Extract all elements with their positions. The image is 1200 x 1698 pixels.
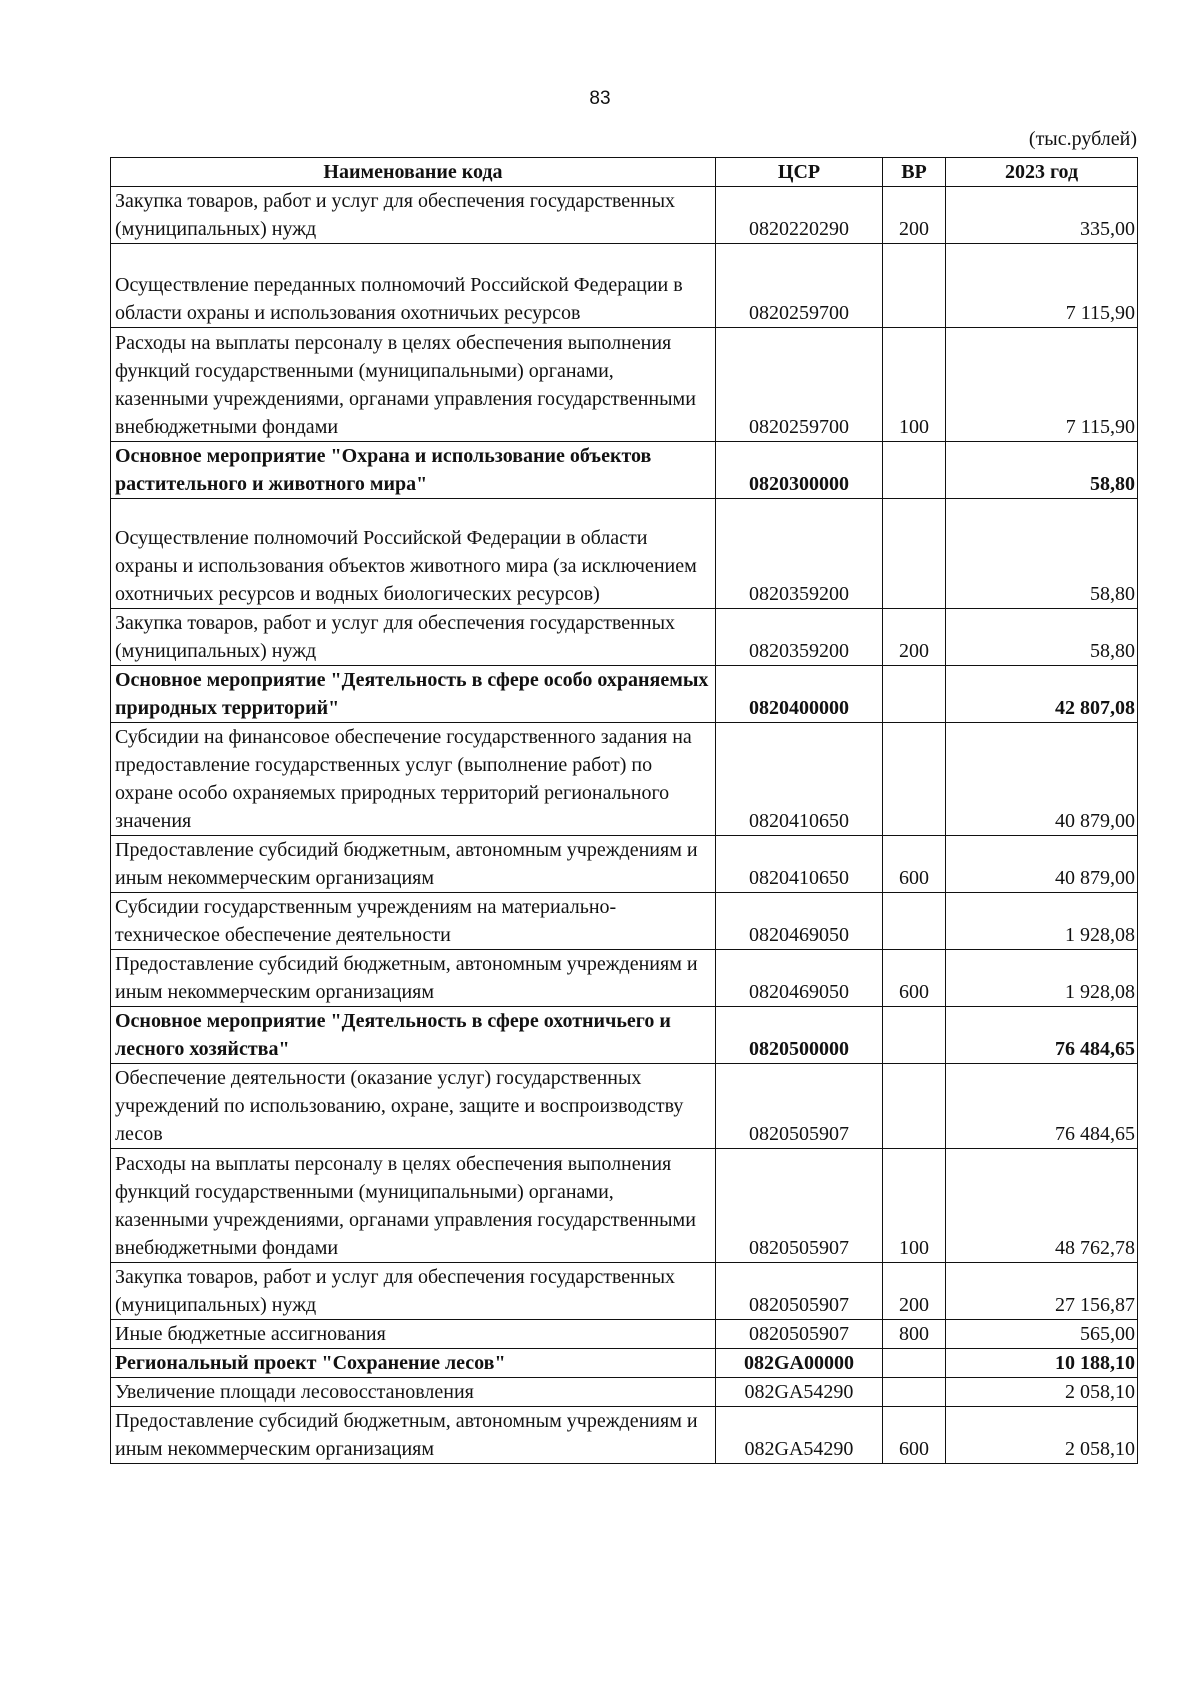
row-vr-cell: 200 — [883, 609, 946, 666]
table-row — [111, 1149, 1138, 1263]
table-row — [111, 1064, 1138, 1149]
row-amount-cell: 58,80 — [946, 499, 1138, 609]
row-vr-cell: 600 — [883, 1407, 946, 1464]
table-row — [111, 1320, 1138, 1349]
table-body — [111, 187, 1138, 1464]
row-vr-cell — [883, 723, 946, 836]
row-csr-cell: 0820410650 — [716, 836, 883, 893]
row-amount-cell: 2 058,10 — [946, 1378, 1138, 1407]
row-name-cell: Расходы на выплаты персоналу в целях обеспечения выполнения функций государственными (муниципальными) органами, казенными учреждениями, органами управления государственными внебюджетными фондами — [111, 328, 716, 442]
row-amount-cell: 58,80 — [946, 442, 1138, 499]
table-row — [111, 950, 1138, 1007]
row-csr-cell: 0820300000 — [716, 442, 883, 499]
units-label: (тыс.рублей) — [1028, 128, 1137, 150]
row-csr-cell: 0820469050 — [716, 893, 883, 950]
header-name: Наименование кода — [111, 158, 716, 187]
row-vr-cell — [883, 1349, 946, 1378]
row-csr-cell: 0820505907 — [716, 1263, 883, 1320]
row-name-cell: Основное мероприятие "Деятельность в сфере охотничьего и лесного хозяйства" — [111, 1007, 716, 1064]
table-row — [111, 499, 1138, 609]
table-row — [111, 328, 1138, 442]
table-row — [111, 723, 1138, 836]
row-csr-cell: 0820505907 — [716, 1064, 883, 1149]
row-name-cell: Закупка товаров, работ и услуг для обеспечения государственных (муниципальных) нужд — [111, 609, 716, 666]
row-amount-cell: 27 156,87 — [946, 1263, 1138, 1320]
row-vr-cell — [883, 1007, 946, 1064]
row-name-cell: Закупка товаров, работ и услуг для обеспечения государственных (муниципальных) нужд — [111, 187, 716, 244]
row-csr-cell: 0820410650 — [716, 723, 883, 836]
row-vr-cell — [883, 666, 946, 723]
row-vr-cell: 600 — [883, 950, 946, 1007]
row-csr-cell: 082GA54290 — [716, 1407, 883, 1464]
row-name-cell: Закупка товаров, работ и услуг для обеспечения государственных (муниципальных) нужд — [111, 1263, 716, 1320]
row-name-cell: Основное мероприятие "Охрана и использование объектов растительного и животного мира" — [111, 442, 716, 499]
row-vr-cell: 600 — [883, 836, 946, 893]
row-vr-cell — [883, 1064, 946, 1149]
row-name-cell: Предоставление субсидий бюджетным, автономным учреждениям и иным некоммерческим организациям — [111, 950, 716, 1007]
row-vr-cell: 200 — [883, 187, 946, 244]
row-amount-cell: 7 115,90 — [946, 328, 1138, 442]
page-number: 83 — [589, 88, 611, 109]
table-header-row — [111, 158, 1138, 187]
row-name-cell: Иные бюджетные ассигнования — [111, 1320, 716, 1349]
row-vr-cell: 200 — [883, 1263, 946, 1320]
row-vr-cell — [883, 442, 946, 499]
row-name-cell: Увеличение площади лесовосстановления — [111, 1378, 716, 1407]
row-amount-cell: 48 762,78 — [946, 1149, 1138, 1263]
row-amount-cell: 7 115,90 — [946, 244, 1138, 328]
table-row — [111, 1263, 1138, 1320]
row-amount-cell: 76 484,65 — [946, 1007, 1138, 1064]
row-csr-cell: 082GA00000 — [716, 1349, 883, 1378]
row-name-cell: Субсидии государственным учреждениям на материально-техническое обеспечение деятельности — [111, 893, 716, 950]
row-amount-cell: 2 058,10 — [946, 1407, 1138, 1464]
table-row — [111, 187, 1138, 244]
row-csr-cell: 0820505907 — [716, 1320, 883, 1349]
row-csr-cell: 0820259700 — [716, 328, 883, 442]
row-name-cell: Предоставление субсидий бюджетным, автономным учреждениям и иным некоммерческим организациям — [111, 836, 716, 893]
row-vr-cell — [883, 893, 946, 950]
table-row — [111, 1349, 1138, 1378]
row-amount-cell: 42 807,08 — [946, 666, 1138, 723]
header-amount: 2023 год — [946, 158, 1138, 187]
row-name-cell: Осуществление переданных полномочий Российской Федерации в области охраны и использования охотничьих ресурсов — [111, 244, 716, 328]
table-row — [111, 1007, 1138, 1064]
row-amount-cell: 76 484,65 — [946, 1064, 1138, 1149]
row-name-cell: Обеспечение деятельности (оказание услуг) государственных учреждений по использованию, охране, защите и воспроизводству лесов — [111, 1064, 716, 1149]
row-amount-cell: 40 879,00 — [946, 723, 1138, 836]
table-row — [111, 442, 1138, 499]
row-amount-cell: 335,00 — [946, 187, 1138, 244]
row-vr-cell — [883, 499, 946, 609]
row-csr-cell: 0820505907 — [716, 1149, 883, 1263]
row-csr-cell: 0820500000 — [716, 1007, 883, 1064]
row-name-cell: Предоставление субсидий бюджетным, автономным учреждениям и иным некоммерческим организациям — [111, 1407, 716, 1464]
row-amount-cell: 10 188,10 — [946, 1349, 1138, 1378]
row-csr-cell: 0820259700 — [716, 244, 883, 328]
table-row — [111, 666, 1138, 723]
row-vr-cell — [883, 244, 946, 328]
row-amount-cell: 40 879,00 — [946, 836, 1138, 893]
table-row — [111, 893, 1138, 950]
row-amount-cell: 1 928,08 — [946, 893, 1138, 950]
table-row — [111, 1407, 1138, 1464]
row-csr-cell: 0820359200 — [716, 499, 883, 609]
table-row — [111, 244, 1138, 328]
row-name-cell: Расходы на выплаты персоналу в целях обеспечения выполнения функций государственными (муниципальными) органами, казенными учреждениями, органами управления государственными внебюджетными фондами — [111, 1149, 716, 1263]
row-amount-cell: 1 928,08 — [946, 950, 1138, 1007]
row-name-cell: Основное мероприятие "Деятельность в сфере особо охраняемых природных территорий" — [111, 666, 716, 723]
row-name-cell: Осуществление полномочий Российской Федерации в области охраны и использования объектов животного мира (за исключением охотничьих ресурсов и водных биологических ресурсов) — [111, 499, 716, 609]
row-vr-cell: 100 — [883, 1149, 946, 1263]
row-csr-cell: 082GA54290 — [716, 1378, 883, 1407]
row-vr-cell: 100 — [883, 328, 946, 442]
budget-table — [110, 157, 1138, 1464]
row-amount-cell: 565,00 — [946, 1320, 1138, 1349]
row-csr-cell: 0820469050 — [716, 950, 883, 1007]
row-vr-cell — [883, 1378, 946, 1407]
table-row — [111, 836, 1138, 893]
row-csr-cell: 0820359200 — [716, 609, 883, 666]
header-vr: ВР — [883, 158, 946, 187]
row-vr-cell: 800 — [883, 1320, 946, 1349]
row-name-cell: Региональный проект "Сохранение лесов" — [111, 1349, 716, 1378]
row-csr-cell: 0820400000 — [716, 666, 883, 723]
row-amount-cell: 58,80 — [946, 609, 1138, 666]
row-csr-cell: 0820220290 — [716, 187, 883, 244]
header-csr: ЦСР — [716, 158, 883, 187]
row-name-cell: Субсидии на финансовое обеспечение государственного задания на предоставление государственных услуг (выполнение работ) по охране особо охраняемых природных территорий регионального значения — [111, 723, 716, 836]
table-row — [111, 609, 1138, 666]
table-row — [111, 1378, 1138, 1407]
